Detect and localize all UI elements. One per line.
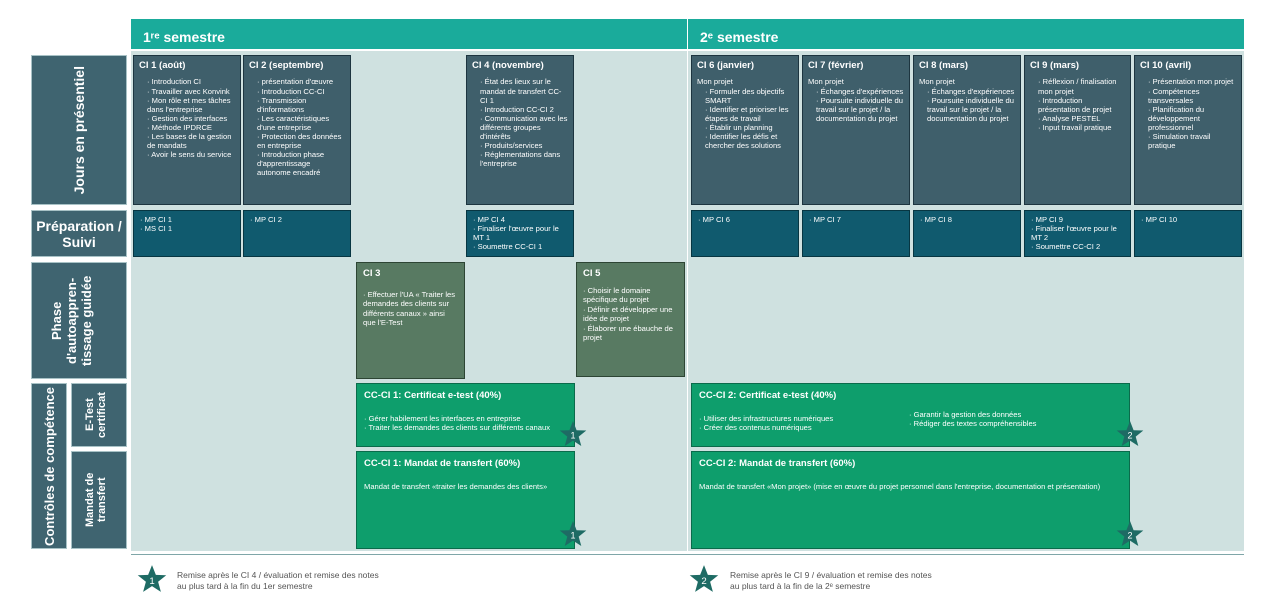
ci-box-4 [466, 55, 574, 205]
prep-item: · MP CI 6 [698, 215, 792, 224]
ci-box-1 [133, 55, 241, 205]
footnote-2-line1: Remise après le CI 9 / évaluation et remise des notes [730, 570, 932, 580]
ci-item: · Introduction CC-CI [257, 87, 345, 96]
star-1-mandat-icon [559, 520, 587, 548]
row-label-phase [31, 262, 127, 379]
bottom-divider [131, 554, 1244, 555]
row-label-etest-text: E-Test certificat [84, 392, 108, 438]
ci-intro: Mon projet [808, 77, 844, 87]
ci-item: · Analyse PESTEL [1038, 114, 1125, 123]
row-label-mandat [71, 451, 127, 549]
footnote-star-1-number: 1 [149, 575, 155, 587]
ci-item: · Identifier les défis et chercher des solutions [705, 132, 793, 150]
etest-1-box [356, 383, 575, 447]
ci-title: CI 9 (mars) [1030, 60, 1080, 71]
footnote-2 [730, 570, 1030, 591]
ci-item: · Protection des données en entreprise [257, 132, 345, 150]
ci-item: · Planification du développement professionnel [1148, 105, 1236, 132]
ci-item: · Introduction CC-CI 2 [480, 105, 568, 114]
row-label-prep [31, 210, 127, 257]
ci-3-item: · Effectuer l'UA « Traiter les demandes des clients sur différents canaux » ainsi que l'E-Test [363, 290, 458, 328]
ci-box-7 [802, 55, 910, 205]
etest-1-item: · Gérer habilement les interfaces en entreprise [364, 414, 567, 423]
etest-2-item: · Créer des contenus numériques [699, 423, 909, 432]
ci-title: CI 2 (septembre) [249, 60, 324, 71]
ci-intro: Mon projet [919, 77, 955, 87]
etest-1-title: CC-CI 1: Certificat e-test (40%) [364, 390, 502, 401]
star-2-etest-icon [1116, 420, 1144, 448]
ci-item: · Introduction présentation de projet [1038, 96, 1125, 114]
row-label-controls [31, 383, 67, 549]
ci-5-item: · Choisir le domaine spécifique du projet [583, 286, 678, 305]
prep-box-9 [1024, 210, 1131, 257]
row-label-phase-text: Phase d'autoappren-tissage guidée [49, 275, 94, 366]
ci-item: · présentation d'œuvre [257, 77, 345, 86]
ci-item: · Input travail pratique [1038, 123, 1125, 132]
prep-box-7 [802, 210, 910, 257]
semester-1-header [131, 19, 687, 49]
ci-5-item: · Définir et développer une idée de projet [583, 305, 678, 324]
ci-item: · Les bases de la gestion de mandats [147, 132, 235, 150]
footnote-1 [177, 570, 477, 591]
prep-item: · Finaliser l'œuvre pour le MT 1 [473, 224, 567, 242]
ci-5-title: CI 5 [583, 268, 601, 279]
ci-3-title: CI 3 [363, 268, 381, 279]
row-label-prep-text: Préparation / Suivi [36, 217, 122, 250]
ci-item: · Établir un planning [705, 123, 793, 132]
prep-item: · MP CI 7 [809, 215, 903, 224]
prep-item: · MP CI 1 [140, 215, 234, 224]
ci-item: · Les caractéristiques d'une entreprise [257, 114, 345, 132]
ci-item: · État des lieux sur le mandat de transfert CC-CI 1 [480, 77, 568, 104]
star-1-etest-icon [559, 420, 587, 448]
row-label-presence [31, 55, 127, 205]
row-label-mandat-text: Mandat de transfert [84, 472, 108, 528]
prep-item: · Finaliser l'œuvre pour le MT 2 [1031, 224, 1124, 242]
footnote-2-line2: au plus tard à la fin de la 2ᵉ semestre [730, 580, 871, 591]
mandat-2-box [691, 451, 1133, 549]
ci-item: · Réflexion / finalisation mon projet [1038, 77, 1125, 95]
ci-title: CI 1 (août) [139, 60, 186, 71]
etest-2-box [691, 383, 1133, 447]
etest-2-item: · Utiliser des infrastructures numériques [699, 414, 909, 423]
ci-item: · Produits/services [480, 141, 568, 150]
ci-item: · Gestion des interfaces [147, 114, 235, 123]
star-2-mandat-icon [1116, 520, 1144, 548]
ci-title: CI 4 (novembre) [472, 60, 544, 71]
row-label-controls-text: Contrôles de compétence [41, 386, 57, 546]
semester-2-label: 2ᵉ semestre [700, 29, 779, 45]
star-1-number: 1 [570, 430, 576, 441]
ci-item: · Poursuite individuelle du travail sur le projet / la documentation du projet [927, 96, 1015, 123]
prep-item: · MP CI 2 [250, 215, 344, 224]
ci-title: CI 8 (mars) [919, 60, 969, 71]
ci-item: · Introduction phase d'apprentissage autonome encadré [257, 150, 345, 177]
ci-item: · Réglementations dans l'entreprise [480, 150, 568, 168]
ci-title: CI 6 (janvier) [697, 60, 755, 71]
star-2-number: 2 [1127, 530, 1133, 541]
prep-box-2 [243, 210, 351, 257]
ci-box-6 [691, 55, 799, 205]
mandat-2-title: CC-CI 2: Mandat de transfert (60%) [699, 458, 856, 469]
ci-item: · Présentation mon projet [1148, 77, 1236, 86]
star-2-number: 2 [1127, 430, 1133, 441]
ci-box-8 [913, 55, 1021, 205]
etest-1-item: · Traiter les demandes des clients sur différents canaux [364, 423, 567, 432]
ci-5-box [576, 262, 685, 377]
semester-2-header [688, 19, 1244, 49]
ci-box-10 [1134, 55, 1242, 205]
ci-3-box [356, 262, 465, 379]
ci-item: · Simulation travail pratique [1148, 132, 1236, 150]
mandat-2-text: Mandat de transfert «Mon projet» (mise en œuvre du projet personnel dans l'entreprise, documentation et présentation) [699, 481, 1101, 491]
prep-box-10 [1134, 210, 1242, 257]
ci-box-2 [243, 55, 351, 205]
etest-2-item: · Garantir la gestion des données [909, 410, 1036, 419]
ci-item: · Compétences transversales [1148, 87, 1236, 105]
prep-item: · MP CI 4 [473, 215, 567, 224]
mandat-1-text: Mandat de transfert «traiter les demandes des clients» [364, 481, 548, 491]
row-label-etest [71, 383, 127, 447]
ci-item: · Avoir le sens du service [147, 150, 235, 159]
footnote-star-2-icon [689, 564, 719, 594]
prep-item: · MP CI 8 [920, 215, 1014, 224]
ci-item: · Communication avec les différents groupes d'intérêts [480, 114, 568, 141]
mandat-1-box [356, 451, 575, 549]
footnote-1-line2: au plus tard à la fin du 1er semestre [177, 580, 313, 591]
prep-item: · Soumettre CC-CI 1 [473, 242, 567, 251]
prep-box-8 [913, 210, 1021, 257]
etest-2-title: CC-CI 2: Certificat e-test (40%) [699, 390, 837, 401]
ci-item: · Poursuite individuelle du travail sur le projet / la documentation du projet [816, 96, 904, 123]
footnote-star-2-number: 2 [701, 575, 707, 587]
row-label-presence-text: Jours en présentiel [71, 65, 87, 195]
prep-box-4 [466, 210, 574, 257]
prep-item: · MP CI 10 [1141, 215, 1235, 224]
prep-item: · MS CI 1 [140, 224, 234, 233]
prep-item: · Soumettre CC-CI 2 [1031, 242, 1124, 251]
ci-item: · Introduction CI [147, 77, 235, 86]
prep-box-6 [691, 210, 799, 257]
ci-5-item: · Élaborer une ébauche de projet [583, 324, 678, 343]
mandat-1-title: CC-CI 1: Mandat de transfert (60%) [364, 458, 521, 469]
ci-item: · Travailler avec Konvink [147, 87, 235, 96]
footnote-1-line1: Remise après le CI 4 / évaluation et remise des notes [177, 570, 379, 580]
ci-title: CI 7 (février) [808, 60, 864, 71]
ci-intro: Mon projet [697, 77, 733, 87]
semester-1-label: 1ʳᵉ semestre [143, 29, 225, 45]
prep-item: · MP CI 9 [1031, 215, 1124, 224]
ci-box-9 [1024, 55, 1131, 205]
ci-item: · Transmission d'informations [257, 96, 345, 114]
ci-title: CI 10 (avril) [1140, 60, 1192, 71]
etest-2-item: · Rédiger des textes compréhensibles [909, 419, 1036, 428]
prep-box-1 [133, 210, 241, 257]
ci-item: · Méthode IPDRCE [147, 123, 235, 132]
ci-item: · Identifier et prioriser les étapes de travail [705, 105, 793, 123]
star-1-number: 1 [570, 530, 576, 541]
ci-item: · Échanges d'expériences [816, 87, 904, 96]
ci-item: · Échanges d'expériences [927, 87, 1015, 96]
ci-item: · Formuler des objectifs SMART [705, 87, 793, 105]
ci-item: · Mon rôle et mes tâches dans l'entreprise [147, 96, 235, 114]
footnote-star-1-icon [137, 564, 167, 594]
semester-divider [687, 51, 688, 551]
